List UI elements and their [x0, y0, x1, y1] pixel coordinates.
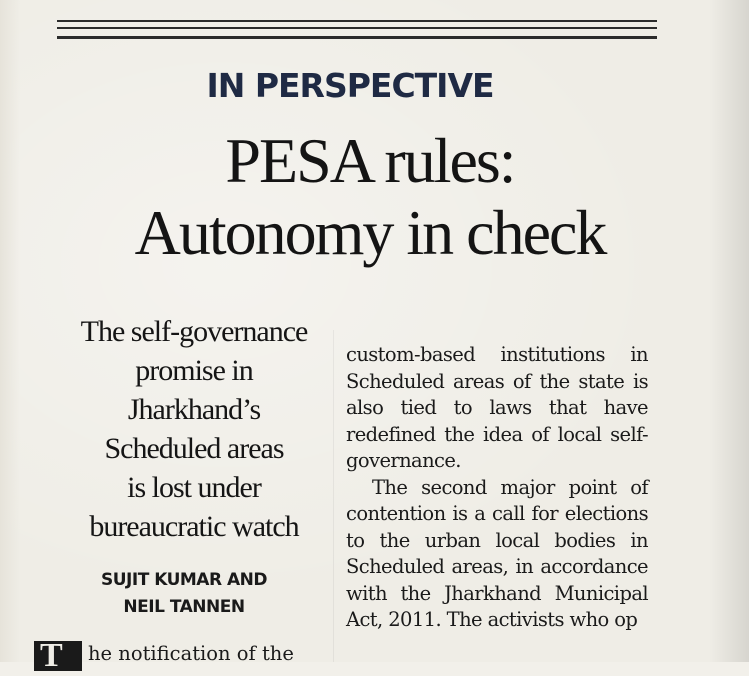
standfirst-line: bureaucratic watch [89, 510, 299, 543]
article-body-column [346, 342, 648, 634]
article-body-start: he notification of the [88, 642, 294, 665]
standfirst-line: is lost under [127, 471, 261, 504]
header-rule [57, 27, 657, 29]
standfirst-line: promise in [135, 354, 253, 387]
body-paragraph: The second major point of contention is a call for elections to the urban local bodies in Scheduled areas, in accordance with the Jharkhand Municipal Act, 2011. The activists who op [346, 475, 648, 631]
headline-line-1: PESA rules: [225, 125, 515, 196]
byline-line: NEIL TANNEN [123, 597, 245, 617]
standfirst-line: Jharkhand’s [127, 393, 261, 426]
standfirst-line: Scheduled areas [104, 432, 284, 465]
article-standfirst [32, 312, 356, 546]
page-fold-shadow [709, 0, 749, 662]
article-headline [40, 125, 700, 269]
body-paragraph: custom-based institutions in Scheduled areas of the state is also tied to laws that have redefined the idea of local self-governance. [346, 343, 648, 472]
dropcap-letter: T [40, 637, 63, 674]
column-gutter [333, 330, 334, 662]
header-rule [57, 36, 657, 39]
section-kicker: IN PERSPECTIVE [206, 66, 494, 105]
byline-line: SUJIT KUMAR AND [101, 570, 267, 590]
author-byline [64, 567, 304, 621]
headline-line-2: Autonomy in check [134, 197, 606, 268]
header-rule [57, 20, 657, 22]
standfirst-line: The self-governance [80, 315, 308, 348]
